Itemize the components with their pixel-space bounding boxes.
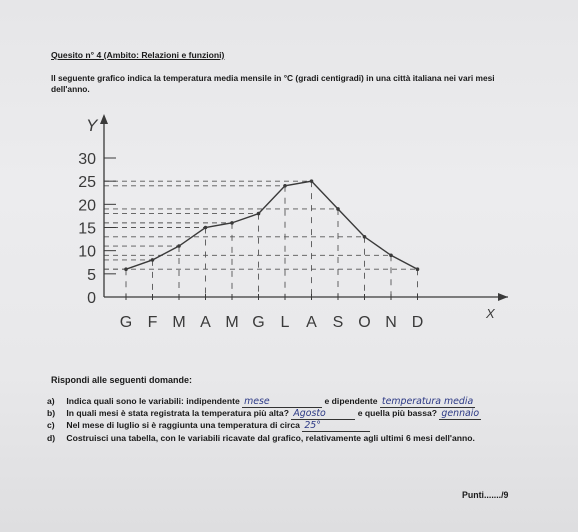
month-label: O — [358, 314, 371, 331]
data-point — [363, 235, 367, 239]
y-tick-label: 15 — [78, 220, 96, 238]
data-point — [177, 244, 181, 248]
month-label: D — [411, 314, 424, 331]
month-label: M — [225, 314, 239, 331]
question-b — [47, 408, 481, 420]
data-point — [204, 226, 208, 230]
data-point — [416, 267, 420, 271]
answer-dependent-variable[interactable]: temperatura media — [381, 396, 474, 407]
month-label: G — [119, 314, 133, 331]
month-label: G — [252, 314, 265, 331]
x-axis-arrow — [498, 293, 508, 301]
points-score: Punti......./9 — [462, 490, 509, 500]
question-d — [47, 433, 475, 443]
y-tick-label: 0 — [87, 290, 96, 307]
question-letter: a) — [47, 396, 55, 406]
y-tick-label: 10 — [78, 243, 96, 261]
question-title: Quesito n° 4 (Ambito: Relazioni e funzioni) — [51, 50, 225, 60]
question-text: e dipendente — [324, 396, 378, 406]
question-letter: b) — [47, 408, 56, 418]
answer-july-temperature[interactable]: 25° — [302, 421, 370, 432]
data-point — [283, 184, 287, 188]
x-axis-label: X — [486, 306, 495, 321]
month-label: A — [200, 314, 211, 331]
question-letter: d) — [47, 433, 56, 443]
question-letter: c) — [47, 420, 55, 430]
month-label: N — [385, 314, 397, 331]
answer-independent-variable[interactable]: mese — [242, 397, 322, 408]
month-label: A — [306, 314, 317, 331]
month-label: L — [280, 314, 290, 331]
temperature-series — [124, 179, 419, 271]
data-point — [257, 212, 261, 216]
question-intro: Il seguente grafico indica la temperatura media mensile in °C (gradi centigradi) in una città italiana nei vari mesi dell'anno. — [51, 73, 495, 94]
y-tick-label: 25 — [78, 174, 96, 192]
y-tick-label: 5 — [87, 266, 96, 284]
chart-axes — [86, 114, 508, 321]
data-point — [310, 179, 314, 183]
y-axis-ticks — [78, 151, 116, 307]
question-text: Indica quali sono le variabili: indipendente — [66, 396, 240, 406]
answer-hottest-month[interactable]: Agosto — [291, 409, 355, 420]
data-point — [230, 221, 234, 225]
answers-heading: Rispondi alle seguenti domande: — [51, 375, 193, 385]
x-axis-labels — [120, 294, 424, 331]
temperature-line — [126, 181, 418, 269]
y-tick-label: 20 — [78, 197, 96, 215]
answer-coldest-month[interactable]: gennaio — [441, 408, 480, 419]
data-point — [336, 207, 340, 211]
data-point — [389, 254, 393, 258]
data-point — [124, 267, 128, 271]
question-text: In quali mesi è stata registrata la temperatura più alta? — [66, 408, 289, 418]
y-axis-label: Y — [86, 116, 98, 135]
month-label: M — [172, 314, 186, 331]
data-point — [151, 258, 155, 262]
question-text: e quella più bassa? — [357, 408, 438, 418]
month-label: F — [147, 314, 158, 331]
y-tick-label: 30 — [78, 151, 96, 168]
month-label: S — [332, 314, 344, 331]
y-axis-arrow — [100, 114, 108, 124]
question-c — [47, 420, 370, 432]
question-a — [47, 396, 475, 408]
dashed-guides — [104, 181, 418, 297]
question-text: Costruisci una tabella, con le variabili ricavate dal grafico, relativamente agli ultimi 6 mesi dell'anno. — [66, 433, 475, 443]
question-text: Nel mese di luglio si è raggiunta una temperatura di circa — [66, 420, 300, 430]
